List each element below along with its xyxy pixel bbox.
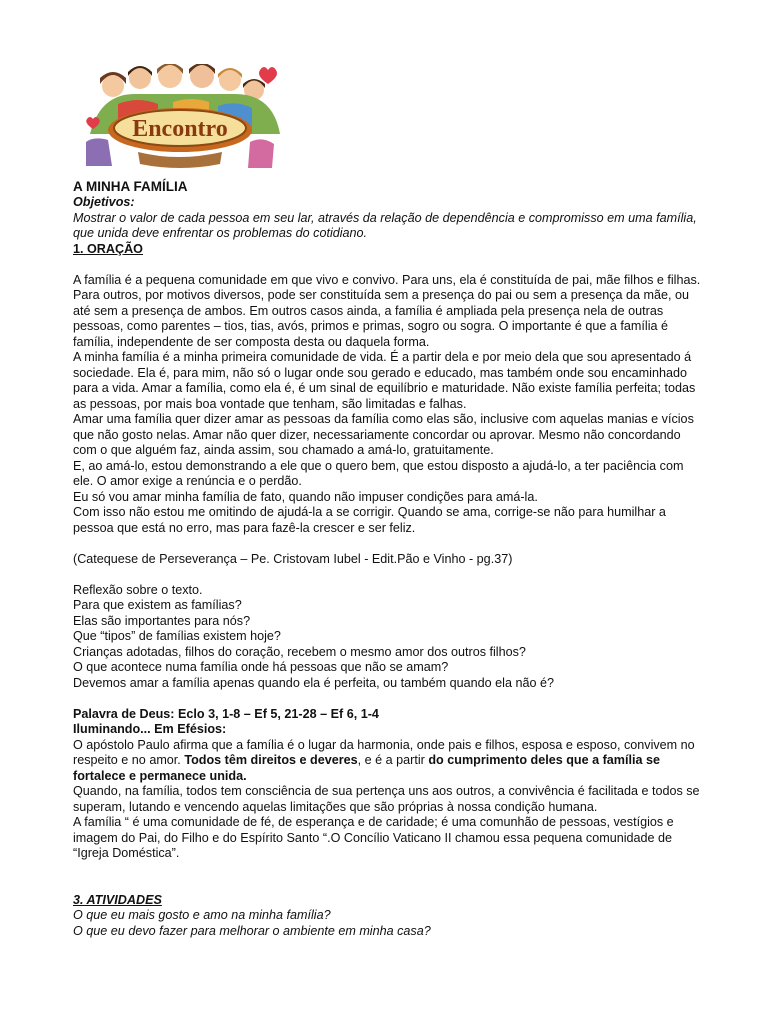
reflection-line: Que “tipos” de famílias existem hoje? (73, 629, 281, 643)
reflection-line: Crianças adotadas, filhos do coração, recebem o mesmo amor dos outros filhos? (73, 644, 526, 659)
page-title: A MINHA FAMÍLIA (73, 179, 188, 194)
reflection-line: Reflexão sobre o texto. (73, 582, 203, 597)
document-page (73, 64, 703, 939)
reflection-line: Elas são importantes para nós? (73, 613, 251, 628)
word-text: O apóstolo Paulo afirma que a família é o lugar da harmonia, onde pais e filhos, esposa e esposo, convivem no respeito e no amor. (73, 737, 695, 767)
paragraph: A minha família é a minha primeira comunidade de vida. É a partir dela e por meio dela que sou apresentado á sociedade. Ela é, para mim, não só o lugar onde sou gerado e educado, mas também onde sou encaminhado para a vida. Amar a família, como ela é, é um sinal de equilíbrio e maturidade. Não existe família perfeita; todas as pessoas, por mais boa vontade que tenham, são limitadas e falhas. (73, 350, 696, 411)
word-text-bold: do cumprimento deles que a família se fortalece e permanece unida. (73, 753, 661, 783)
paragraph: A família é a pequena comunidade em que vivo e convivo. Para uns, ela é constituída de pai, mãe filhos e filhas. Para outros, por motivos diversos, pode ser constituída sem a presença do pai ou sem a presença da mãe, ou até sem a presença de ambos. Em outros casos ainda, a família é ampliada pela presença nela de outras pessoas, como parentes – tios, tias, avós, primos e primas, sogro ou sogra. O importante é que a família é família, independente de ser composta desta ou daquela forma. (73, 272, 701, 349)
objectives-text: Mostrar o valor de cada pessoa em seu lar, através da relação de dependência e compromisso em uma família, que unida deve enfrentar os problemas do cotidiano. (73, 210, 697, 240)
section-atividades-heading: 3. ATIVIDADES (73, 892, 162, 907)
paragraph: E, ao amá-lo, estou demonstrando a ele que o quero bem, que estou disposto a ajudá-lo, a ter paciência com ele. O amor exige a renúncia e o perdão. (73, 458, 684, 488)
activity-item: O que eu devo fazer para melhorar o ambiente em minha casa? (73, 923, 431, 938)
paragraph: Eu só vou amar minha família de fato, quando não impuser condições para amá-la. (73, 489, 538, 504)
word-of-god-heading: Palavra de Deus: Eclo 3, 1-8 – Ef 5, 21-28 – Ef 6, 1-4 (73, 706, 379, 721)
word-subheading: Iluminando... Em Efésios: (73, 722, 227, 736)
section-oracao-heading: 1. ORAÇÃO (73, 241, 143, 256)
activity-item: O que eu mais gosto e amo na minha família? (73, 908, 331, 922)
word-paragraph: Quando, na família, todos tem consciência de sua pertença uns aos outros, a convivência é facilitada e todos se superam, lutando e vencendo aquelas limitações que são próprias à nossa condição humana. (73, 784, 700, 814)
logo-text: Encontro (132, 116, 228, 142)
paragraph: Com isso não estou me omitindo de ajudá-la a se corrigir. Quando se ama, corrige-se não para humilhar a pessoa que está no erro, mas para fazê-la crescer e ser feliz. (73, 505, 666, 535)
reflection-line: Devemos amar a família apenas quando ela é perfeita, ou também quando ela não é? (73, 675, 554, 690)
reflection-line: Para que existem as famílias? (73, 598, 242, 612)
word-paragraph (73, 738, 703, 785)
paragraph: Amar uma família quer dizer amar as pessoas da família como elas são, inclusive com aquelas manias e vícios que não gosto nelas. Amar não quer dizer, necessariamente concordar ou aprovar. Mesmo não concordando com o que alguém faz, ainda assim, sou chamado a amá-lo, gratuitamente. (73, 412, 694, 457)
word-text: , e é a partir (357, 753, 429, 767)
citation: (Catequese de Perseverança – Pe. Cristovam Iubel - Edit.Pão e Vinho - pg.37) (73, 551, 513, 566)
encontro-logo (78, 64, 283, 174)
word-paragraph: A família “ é uma comunidade de fé, de esperança e de caridade; é uma comunhão de pessoas, vestígios e imagem do Pai, do Filho e do Espírito Santo “.O Concílio Vaticano II chamou essa pequena comunidade de “Igreja Doméstica”. (73, 815, 674, 860)
objectives-heading: Objetivos: (73, 195, 135, 209)
word-text-bold: Todos têm direitos e deveres (184, 753, 358, 767)
family-illustration-icon (78, 64, 283, 174)
reflection-line: O que acontece numa família onde há pessoas que não se amam? (73, 660, 449, 674)
